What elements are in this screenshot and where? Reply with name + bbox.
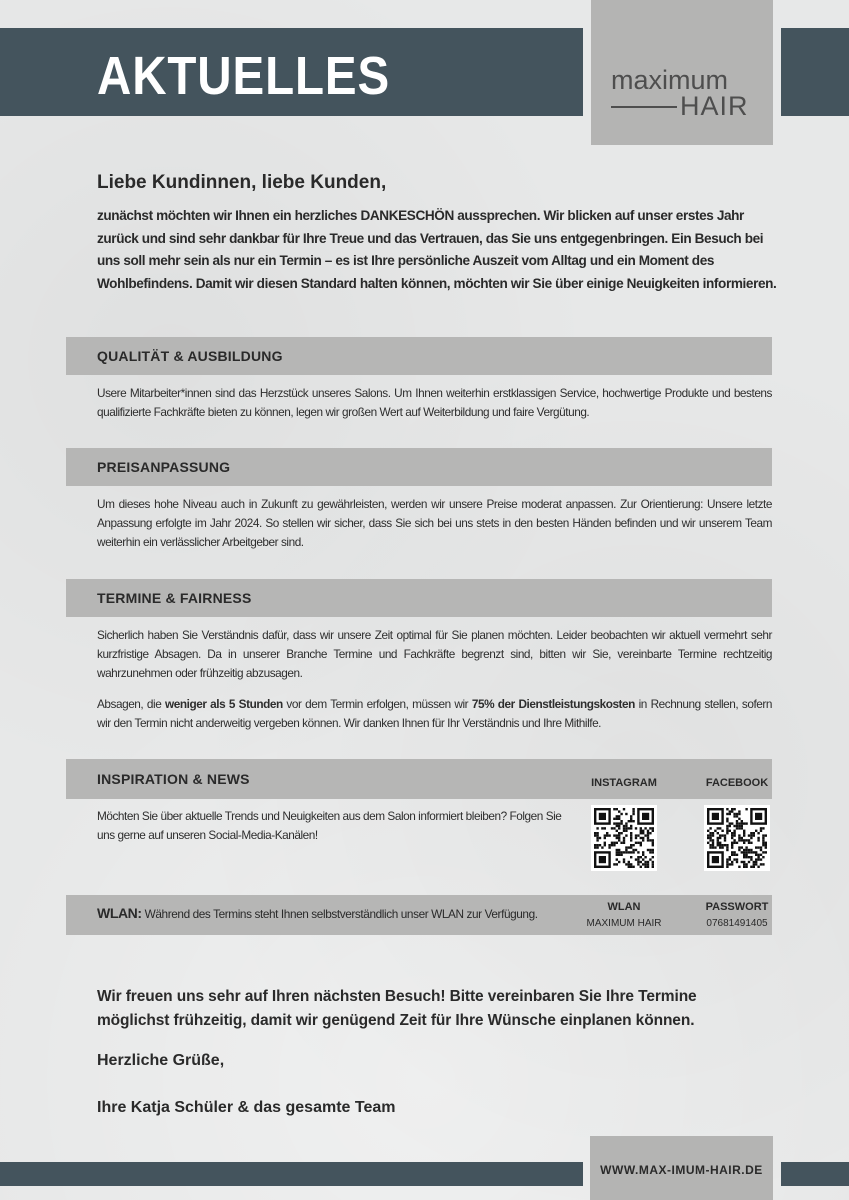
greeting: Liebe Kundinnen, liebe Kunden,: [97, 172, 387, 193]
highlight-hours: weniger als 5 Stunden: [165, 697, 283, 711]
logo-text-top: maximum: [611, 65, 729, 95]
section-text-news: Möchten Sie über aktuelle Trends und Neuigkeiten aus dem Salon informiert bleiben? Folgen Sie uns gerne auf unseren Social-Media-Kanälen!: [97, 809, 562, 842]
section-text-appointments: Sicherlich haben Sie Verständnis dafür, dass wir unsere Zeit optimal für Sie planen möchten. Leider beobachten wir aktuell vermehrt sehr kurzfristige Absagen. Da in unserer Branche Termine und Fachkräfte begrenzt sind, bitten wir Sie, vereinbarte Termine rechtzeitig wahrzunehmen oder frühzeitig abzusagen.: [97, 628, 772, 680]
instagram-qr-code-icon[interactable]: [591, 805, 657, 871]
wlan-heading: WLAN:: [97, 905, 142, 921]
facebook-label: FACEBOOK: [705, 777, 769, 789]
section-title-news: INSPIRATION & NEWS: [97, 771, 250, 787]
section-title-price: PREISANPASSUNG: [97, 459, 231, 475]
wlan-text: [97, 905, 538, 921]
section-title-quality: QUALITÄT & AUSBILDUNG: [97, 348, 283, 364]
closing-text: Wir freuen uns sehr auf Ihren nächsten Besuch! Bitte vereinbaren Sie Ihre Termine möglichst frühzeitig, damit wir genügend Zeit für Ihre Wünsche einplanen können.: [97, 988, 697, 1029]
section-text-price: Um dieses hohe Niveau auch in Zukunft zu gewährleisten, werden wir unsere Preise moderat anpassen. Zur Orientierung: Unsere letzte Anpassung erfolgte im Jahr 2024. So stellen wir sicher, dass Sie sich bei uns stets in den besten Händen befinden und wir unserem Team weiterhin ein verlässlicher Arbeitgeber sind.: [97, 497, 772, 549]
wlan-network-value: MAXIMUM HAIR: [586, 918, 662, 929]
section-text-cancellation: Absagen, die weniger als 5 Stunden vor dem Termin erfolgen, müssen wir 75% der Dienstleistungskosten in Rechnung stellen, sofern wir den Termin nicht anderweitig vergeben können. Wir danken Ihnen für Ihr Verständnis und Ihre Mithilfe.: [97, 697, 772, 730]
website-link[interactable]: WWW.MAX-IMUM-HAIR.DE: [600, 1163, 763, 1177]
wlan-description: Während des Termins steht Ihnen selbstverständlich unser WLAN zur Verfügung.: [144, 907, 538, 921]
intro-text: zunächst möchten wir Ihnen ein herzliches DANKESCHÖN aussprechen. Wir blicken auf unser erstes Jahr zurück und sind sehr dankbar für Ihre Treue und das Vertrauen, das Sie uns entgegenbringen. Ein Besuch bei uns soll mehr sein als nur ein Termin – es ist Ihre persönliche Auszeit vom Alltag und ein Moment des Wohlbefindens. Damit wir diesen Standard halten können, möchten wir Sie über einige Neuigkeiten informieren.: [97, 208, 777, 291]
section-bar-news: [66, 759, 772, 799]
footer-band: [0, 1162, 583, 1186]
page-title: AKTUELLES: [97, 46, 391, 106]
facebook-qr-code-icon[interactable]: [704, 805, 770, 871]
instagram-label: INSTAGRAM: [591, 777, 657, 789]
section-bar-quality: [66, 337, 772, 375]
regards: Herzliche Grüße,: [97, 1052, 225, 1069]
section-text-quality: Usere Mitarbeiter*innen sind das Herzstück unseres Salons. Um Ihnen weiterhin erstklassigen Service, hochwertige Produkte und bestens qualifizierte Fachkräfte bieten zu können, legen wir großen Wert auf Weiterbildung und faire Vergütung.: [97, 386, 772, 419]
wlan-password-value: 07681491405: [706, 918, 768, 929]
logo-text-bottom: HAIR: [680, 91, 749, 121]
header-band-right: [781, 28, 849, 116]
wlan-password-label: PASSWORT: [705, 901, 769, 913]
section-bar-price: [66, 448, 772, 486]
logo-divider: [611, 106, 677, 108]
wlan-network-label: WLAN: [607, 901, 641, 913]
signature: Ihre Katja Schüler & das gesamte Team: [97, 1099, 396, 1116]
section-title-appointments: TERMINE & FAIRNESS: [97, 590, 252, 606]
highlight-fee: 75% der Dienstleistungskosten: [471, 697, 635, 711]
footer-band-right: [781, 1162, 849, 1186]
section-bar-appointments: [66, 579, 772, 617]
